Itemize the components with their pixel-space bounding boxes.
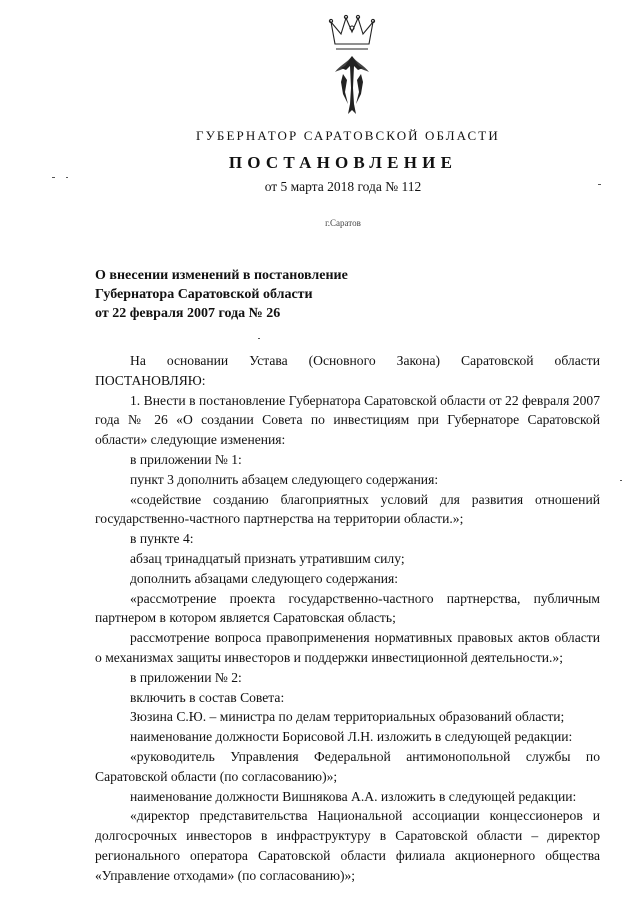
include-paragraph: включить в состав Совета:	[130, 689, 285, 705]
subject-line: от 22 февраля 2007 года № 26	[95, 306, 281, 321]
document-type-title: ПОСТАНОВЛЕНИЕ	[228, 153, 458, 172]
document-subject	[95, 266, 395, 323]
document-body	[95, 351, 600, 886]
quote-paragraph: «руководитель Управления Федеральной антимонопольной службы по Саратовской области (по согласованию)»;	[95, 748, 600, 784]
appendix-1-paragraph: в приложении № 1:	[130, 451, 242, 467]
position-change-paragraph: наименование должности Борисовой Л.Н. изложить в следующей редакции:	[130, 729, 573, 745]
position-change-paragraph: наименование должности Вишнякова А.А. изложить в следующей редакции:	[130, 788, 577, 804]
document-city: г.Саратов	[325, 218, 361, 228]
issuer-title: ГУБЕРНАТОР САРАТОВСКОЙ ОБЛАСТИ	[196, 128, 500, 143]
quote-paragraph: «директор представительства Национальной ассоциации концессионеров и долгосрочных инвесторов в инфраструктуру в Саратовской области – директор регионального оператора Саратовской области филиала акционерного общества «Управление отходами» (по согласованию)»;	[95, 808, 600, 883]
preamble-paragraph: На основании Устава (Основного Закона) Саратовской области	[130, 353, 600, 368]
coat-of-arms-icon	[321, 14, 383, 120]
paragraph-13-paragraph: абзац тринадцатый признать утратившим силу;	[130, 550, 405, 566]
appendix-2-paragraph: в приложении № 2:	[130, 669, 242, 685]
add-paragraphs-paragraph: дополнить абзацами следующего содержания:	[130, 570, 399, 586]
member-paragraph: Зюзина С.Ю. – министра по делам территориальных образований области;	[130, 709, 565, 725]
quote-paragraph: рассмотрение вопроса правоприменения нормативных правовых актов области о механизмах защиты инвесторов и поддержки инвестиционной деятельности.»;	[95, 630, 600, 665]
point-3-paragraph: пункт 3 дополнить абзацем следующего содержания:	[130, 471, 439, 487]
resolve-paragraph: ПОСТАНОВЛЯЮ:	[95, 372, 206, 388]
item-1-paragraph: 1. Внести в постановление Губернатора Саратовской области от 22 февраля 2007 года № 26 «О создании Совета по инвестициям при Губернаторе Саратовской области» следующие изменения:	[95, 392, 600, 448]
quote-paragraph: «рассмотрение проекта государственно-частного партнерства, публичным партнером в котором является Саратовская область;	[95, 590, 600, 626]
document-date-number: от 5 марта 2018 года № 112	[264, 179, 422, 194]
subject-line: Губернатора Саратовской области	[95, 287, 313, 302]
subject-line: О внесении изменений в постановление	[95, 268, 348, 283]
quote-paragraph: «содействие созданию благоприятных условий для развития отношений государственно-частного партнерства на территории области.»;	[95, 491, 600, 527]
point-4-paragraph: в пункте 4:	[130, 531, 194, 547]
